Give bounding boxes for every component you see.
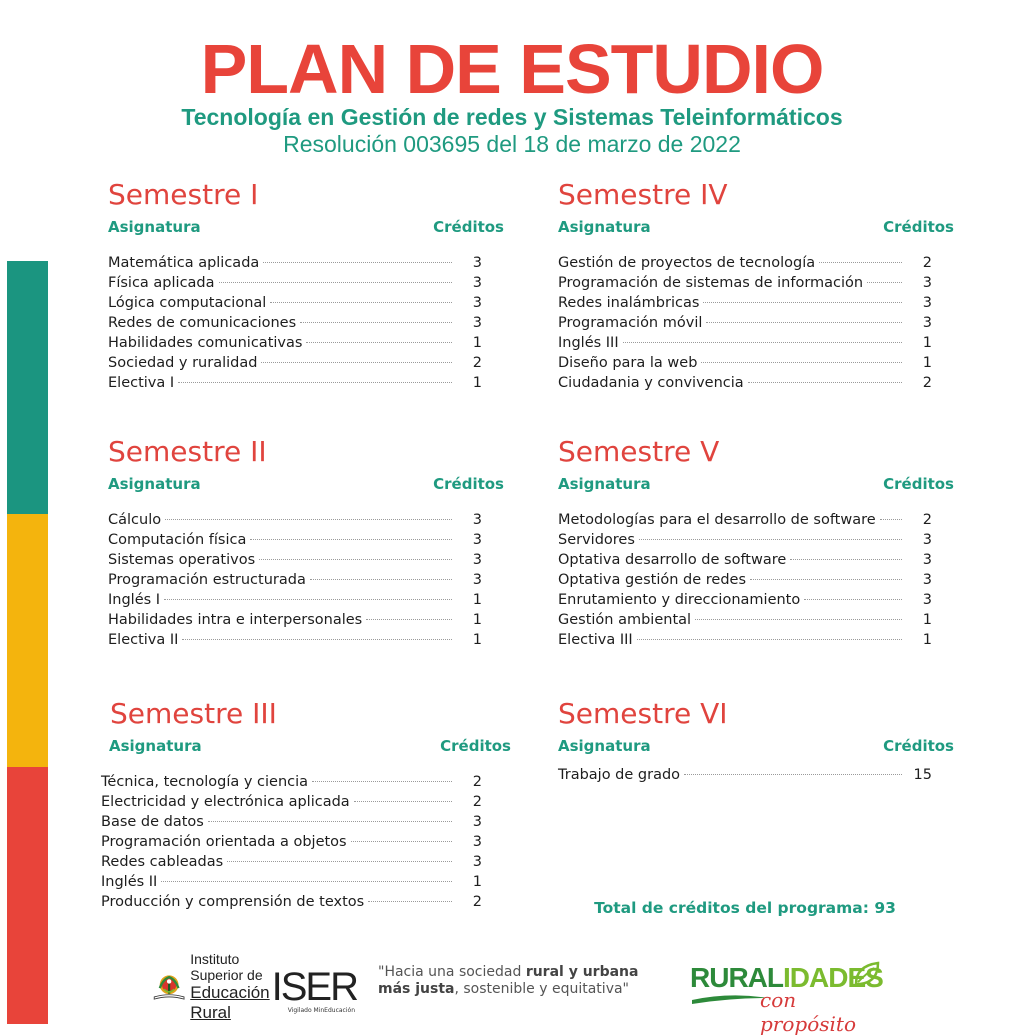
subject-credits: 3 [472,552,482,568]
semester-title: Semestre IV [558,178,728,211]
credits-header: Créditos [883,475,954,493]
subject-row [108,313,508,333]
subject-row [558,353,958,373]
subject-credits: 3 [472,834,482,850]
subject-credits: 3 [472,315,482,331]
iser-emblem-icon [152,961,186,1013]
subject-row [108,273,508,293]
dot-leader [227,861,452,862]
subject-name: Redes cableadas [101,854,224,870]
subject-row [101,872,508,892]
semester-6 [558,697,958,785]
subject-header: Asignatura [108,218,201,236]
swoosh-icon [690,990,770,1006]
subject-credits: 1 [922,612,932,628]
dot-leader [259,559,452,560]
subject-row [108,610,508,630]
decorative-bar-yellow [7,514,48,767]
subject-name: Inglés I [108,592,161,608]
subject-name: Base de datos [101,814,204,830]
subject-name: Programación móvil [558,315,703,331]
subject-list [108,510,508,650]
subject-credits: 15 [913,767,932,783]
dot-leader [639,539,902,540]
subject-name: Optativa gestión de redes [558,572,747,588]
subject-name: Servidores [558,532,635,548]
subject-name: Trabajo de grado [558,767,681,783]
subject-name: Electiva I [108,375,175,391]
subject-list [101,772,508,912]
iser-name: Instituto Superior de Educación Rural [190,951,270,1022]
subject-credits: 2 [922,375,932,391]
subject-row [558,373,958,393]
subject-row [558,610,958,630]
semester-title: Semestre I [108,178,259,211]
subject-row [558,333,958,353]
subject-credits: 3 [922,295,932,311]
subject-row [558,293,958,313]
subject-credits: 2 [922,512,932,528]
subject-name: Inglés II [101,874,158,890]
subject-credits: 3 [472,532,482,548]
subject-credits: 3 [922,532,932,548]
subject-row [108,530,508,550]
credits-header: Créditos [433,218,504,236]
subject-row [558,313,958,333]
dot-leader [300,322,452,323]
semester-title: Semestre III [110,697,277,730]
ruralidades-logo: RURALIDADES con propósito [690,962,883,1036]
subject-credits: 3 [472,854,482,870]
subject-header: Asignatura [109,737,202,755]
semester-title: Semestre II [108,435,267,468]
subject-credits: 1 [922,335,932,351]
dot-leader [684,774,902,775]
subject-row [558,253,958,273]
semester-2 [108,435,508,650]
subject-credits: 3 [922,572,932,588]
slogan: "Hacia una sociedad rural y urbana más justa, sostenible y equitativa" [378,964,639,997]
subject-credits: 2 [922,255,932,271]
column-headers [558,216,958,238]
dot-leader [165,519,452,520]
subject-name: Lógica computacional [108,295,267,311]
subject-credits: 3 [472,572,482,588]
iser-tagline: Vigilado MinEducación [287,1007,355,1014]
dot-leader [182,639,452,640]
semester-5 [558,435,958,650]
semester-1 [108,178,508,393]
dot-leader [701,362,902,363]
subject-name: Programación estructurada [108,572,306,588]
subject-credits: 2 [472,355,482,371]
dot-leader [161,881,452,882]
subject-credits: 2 [472,774,482,790]
subject-credits: 1 [472,375,482,391]
semester-3 [101,697,511,912]
subject-row [108,570,508,590]
subject-row [558,590,958,610]
subject-row [558,273,958,293]
subject-name: Optativa desarrollo de software [558,552,787,568]
subject-name: Redes de comunicaciones [108,315,297,331]
subject-credits: 3 [472,275,482,291]
dot-leader [261,362,452,363]
total-credits: Total de créditos del programa: 93 [594,899,896,917]
subject-credits: 3 [922,592,932,608]
subject-row [101,852,508,872]
column-headers [108,216,508,238]
subject-row [108,293,508,313]
subject-row [558,765,958,785]
subject-row [108,353,508,373]
subject-row [108,590,508,610]
subject-name: Habilidades comunicativas [108,335,303,351]
subject-header: Asignatura [558,737,651,755]
dot-leader [880,519,902,520]
subject-credits: 1 [922,632,932,648]
subject-credits: 1 [472,632,482,648]
subject-name: Diseño para la web [558,355,698,371]
subject-row [558,570,958,590]
dot-leader [790,559,902,560]
subject-name: Programación de sistemas de información [558,275,864,291]
dot-leader [351,841,452,842]
dot-leader [164,599,452,600]
subject-row [108,373,508,393]
subject-name: Gestión ambiental [558,612,692,628]
subject-name: Electiva II [108,632,179,648]
column-headers [108,473,508,495]
dot-leader [637,639,902,640]
semester-title: Semestre VI [558,697,728,730]
subject-credits: 1 [472,612,482,628]
credits-header: Créditos [433,475,504,493]
page-title: PLAN DE ESTUDIO [200,30,824,108]
leaf-icon [852,960,882,988]
dot-leader [270,302,452,303]
dot-leader [804,599,902,600]
subject-name: Enrutamiento y direccionamiento [558,592,801,608]
program-name: Tecnología en Gestión de redes y Sistemas Teleinformáticos [181,104,843,130]
subject-row [101,812,508,832]
dot-leader [368,901,452,902]
subject-row [108,510,508,530]
subject-row [558,510,958,530]
iser-acronym: ISER [271,965,357,1009]
subject-name: Habilidades intra e interpersonales [108,612,363,628]
subject-credits: 3 [472,814,482,830]
subject-row [558,630,958,650]
subject-list [558,510,958,650]
semester-title: Semestre V [558,435,720,468]
credits-header: Créditos [883,737,954,755]
subject-list [108,253,508,393]
credits-header: Créditos [440,737,511,755]
subject-name: Sociedad y ruralidad [108,355,258,371]
subject-row [558,550,958,570]
dot-leader [748,382,902,383]
dot-leader [867,282,902,283]
subject-row [108,550,508,570]
dot-leader [208,821,452,822]
dot-leader [250,539,452,540]
subject-name: Producción y comprensión de textos [101,894,365,910]
resolution-text: Resolución 003695 del 18 de marzo de 2022 [283,131,741,157]
dot-leader [310,579,452,580]
dot-leader [178,382,452,383]
subject-row [101,792,508,812]
subject-name: Metodologías para el desarrollo de software [558,512,876,528]
subject-credits: 1 [472,874,482,890]
dot-leader [219,282,452,283]
credits-header: Créditos [883,218,954,236]
subject-row [108,333,508,353]
subject-credits: 3 [472,512,482,528]
dot-leader [354,801,452,802]
subject-credits: 1 [472,335,482,351]
subject-name: Programación orientada a objetos [101,834,347,850]
subject-credits: 3 [472,295,482,311]
dot-leader [750,579,902,580]
subject-name: Gestión de proyectos de tecnología [558,255,816,271]
subject-name: Electiva III [558,632,633,648]
subject-credits: 1 [472,592,482,608]
dot-leader [695,619,902,620]
dot-leader [703,302,902,303]
subject-list [558,765,958,785]
subject-name: Inglés III [558,335,619,351]
subject-name: Sistemas operativos [108,552,256,568]
subject-name: Ciudadania y convivencia [558,375,744,391]
subject-name: Técnica, tecnología y ciencia [101,774,309,790]
footer [0,951,1024,1036]
subject-row [101,832,508,852]
subject-credits: 1 [922,355,932,371]
subject-list [558,253,958,393]
semester-4 [558,178,958,393]
subject-name: Electricidad y electrónica aplicada [101,794,350,810]
subject-credits: 3 [922,315,932,331]
subject-row [558,530,958,550]
subject-name: Redes inalámbricas [558,295,700,311]
subject-credits: 2 [472,894,482,910]
decorative-bar-green [7,261,48,514]
subject-credits: 3 [922,275,932,291]
subject-credits: 3 [472,255,482,271]
subject-row [101,892,508,912]
column-headers [558,735,958,757]
dot-leader [312,781,452,782]
subject-name: Computación física [108,532,247,548]
subject-name: Física aplicada [108,275,215,291]
subject-credits: 3 [922,552,932,568]
dot-leader [366,619,452,620]
dot-leader [623,342,902,343]
dot-leader [706,322,902,323]
column-headers [558,473,958,495]
dot-leader [819,262,902,263]
column-headers [109,735,511,757]
subject-header: Asignatura [108,475,201,493]
subject-header: Asignatura [558,475,651,493]
subject-credits: 2 [472,794,482,810]
subject-row [108,630,508,650]
subject-header: Asignatura [558,218,651,236]
subject-name: Matemática aplicada [108,255,260,271]
iser-logo [152,951,357,1022]
subject-row [108,253,508,273]
subject-name: Cálculo [108,512,162,528]
dot-leader [263,262,452,263]
dot-leader [306,342,452,343]
subject-row [101,772,508,792]
